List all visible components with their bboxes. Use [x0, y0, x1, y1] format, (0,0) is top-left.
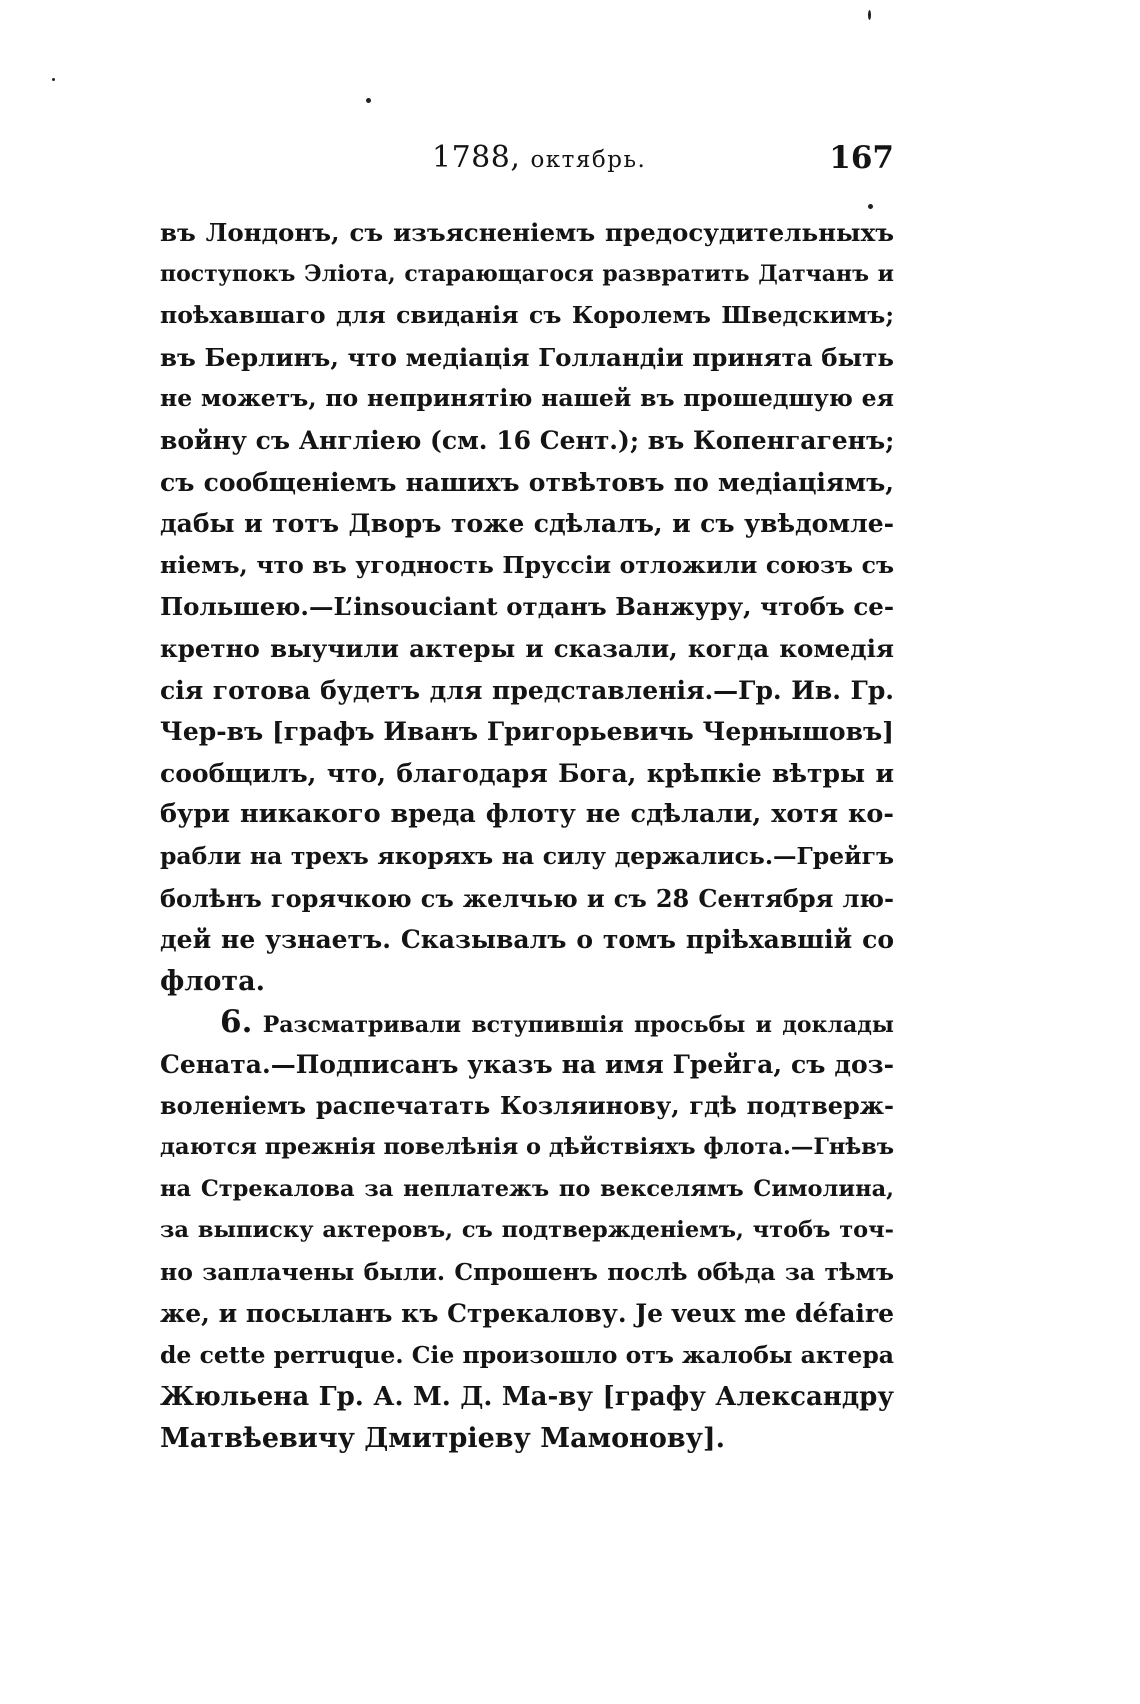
running-head-year: 1788,: [432, 140, 521, 175]
text-line: сія готова будетъ для представленія.—Гр. Ив. Гр.: [160, 675, 894, 705]
text-line: поступокъ Эліота, старающагося развратить Датчанъ и: [160, 260, 894, 287]
diary-text: [160, 212, 894, 1460]
text-line: кретно выучили актеры и сказали, когда комедія: [160, 633, 894, 663]
text-line: болѣнъ горячкою съ желчью и съ 28 Сентября лю-: [160, 883, 894, 913]
text-line: войну съ Англіею (см. 16 Сент.); въ Копенгагенъ;: [160, 425, 895, 455]
text-line: дабы и тотъ Дворъ тоже сдѣлалъ, и съ увѣдомле-: [160, 509, 894, 539]
text-line: сообщилъ, что, благодаря Бога, крѣпкіе вѣтры и: [160, 758, 894, 788]
text-line: же, и посыланъ къ Стрекалову. Je veux me défaire: [160, 1299, 894, 1329]
text-line: на Стрекалова за неплатежъ по векселямъ Симолина,: [160, 1175, 894, 1202]
text-line: даются прежнія повелѣнія о дѣйствіяхъ флота.—Гнѣвъ: [160, 1134, 895, 1161]
text-line: рабли на трехъ якоряхъ на силу держались.—Грейгъ: [160, 841, 894, 870]
text-line: Польшею.—L’insouciant отданъ Ванжуру, чтобъ се-: [160, 592, 894, 622]
text-line: Чер-въ [графъ Иванъ Григорьевичь Чернышовъ]: [160, 717, 894, 747]
text-line: за выписку актеровъ, съ подтвержденіемъ, чтобъ точ-: [160, 1217, 894, 1244]
text-line: поѣхавшаго для свиданія съ Королемъ Шведскимъ;: [160, 301, 894, 330]
text-line: бури никакого вреда флоту не сдѣлали, хотя ко-: [160, 799, 894, 830]
text-line: de cette perruque. Сіе произошло отъ жалобы актера: [160, 1341, 895, 1370]
ink-speck: [868, 204, 873, 209]
text-line: въ Лондонъ, съ изъясненіемъ предосудительныхъ: [160, 218, 894, 247]
text-line: съ сообщеніемъ нашихъ отвѣтовъ по медіаціямъ,: [160, 467, 894, 497]
ink-speck: [366, 98, 371, 103]
text-line: ніемъ, что въ угодность Пруссіи отложили союзъ съ: [160, 550, 894, 579]
ink-speck: [868, 10, 871, 20]
entry-first-line-text: Разсматривали вступившія просьбы и доклады: [262, 1012, 894, 1039]
text-line: дей не узнаетъ. Сказывалъ о томъ пріѣхавшій со: [160, 925, 894, 955]
running-head: [160, 140, 894, 190]
text-line: флота.: [160, 965, 266, 997]
text-line: Жюльена Гр. А. М. Д. Ма-ву [графу Александру: [160, 1381, 894, 1412]
page-number: 167: [829, 140, 894, 176]
text-line: въ Берлинъ, что медіація Голландіи принята быть: [160, 342, 894, 372]
text-line: не можетъ, по непринятію нашей въ прошедшую ея: [160, 384, 894, 413]
running-head-title: [432, 140, 646, 175]
text-line: воленіемъ распечатать Козляинову, гдѣ подтверж-: [160, 1091, 894, 1121]
text-line: Сената.—Подписанъ указъ на имя Грейга, съ доз-: [160, 1049, 894, 1079]
running-head-month: октябрь.: [530, 147, 647, 173]
text-line: но заплачены были. Спрошенъ послѣ обѣда за тѣмъ: [160, 1257, 894, 1286]
entry-number: 6.: [220, 1004, 253, 1041]
entry-first-line: [160, 1002, 894, 1044]
text-line: Матвѣевичу Дмитріеву Мамонову].: [160, 1423, 726, 1455]
ink-speck: [52, 78, 55, 81]
